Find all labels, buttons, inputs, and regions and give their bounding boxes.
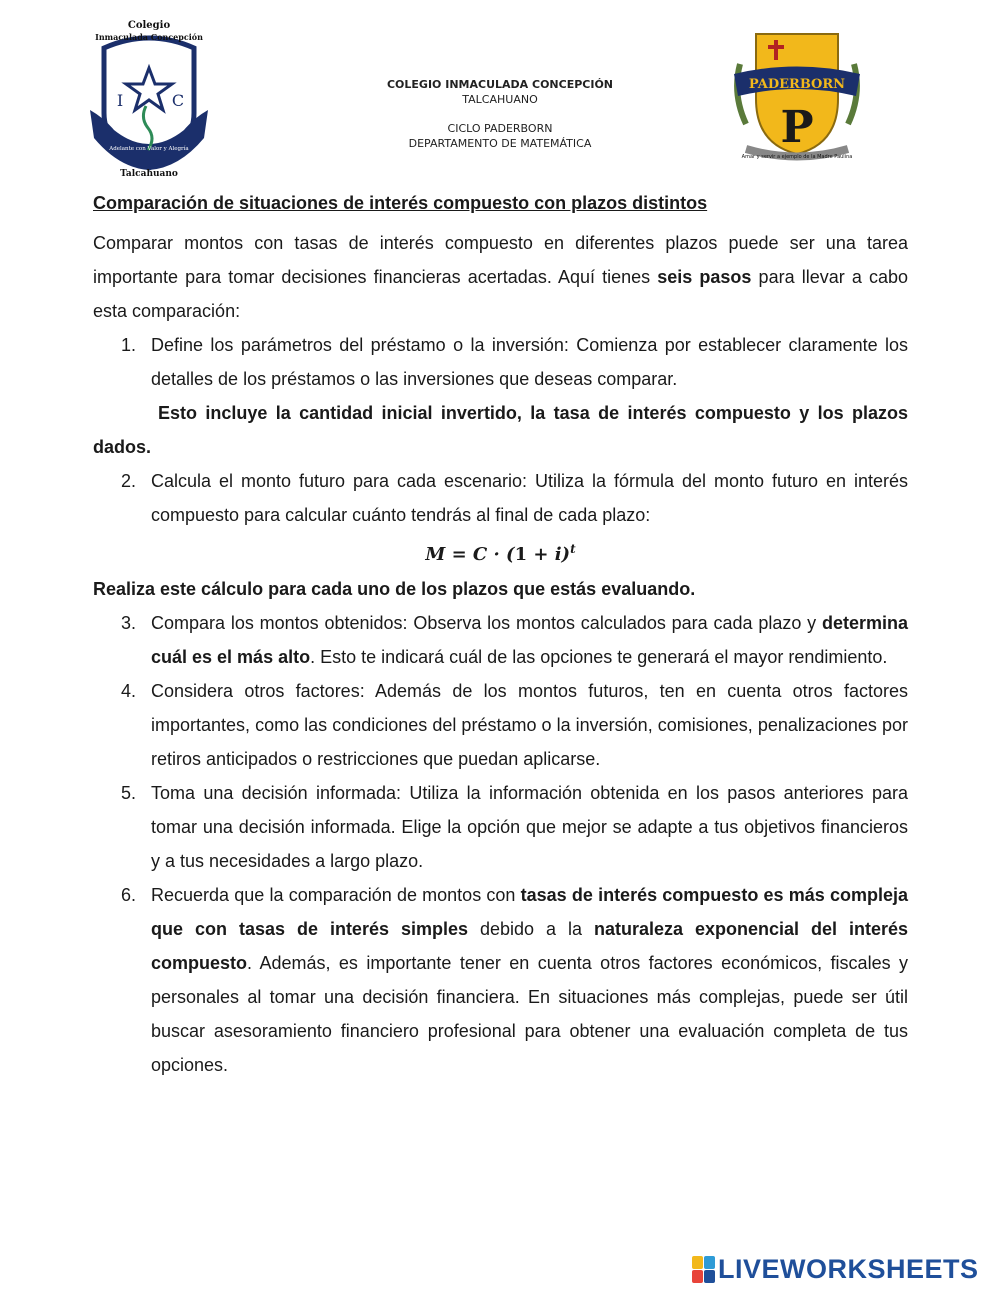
document-body (93, 188, 908, 1082)
formula-main: M = C · ( (425, 544, 515, 565)
cycle-name: CICLO PADERBORN (447, 122, 553, 135)
list-item-step-3 (93, 606, 908, 674)
intro-text-c: para llevar a cabo esta comparación: (93, 267, 908, 321)
crest-title-text: Colegio (127, 20, 171, 31)
step-text: Calcula el monto futuro para cada escenario: Utiliza la fórmula del monto futuro en interés compuesto para calcular cuánto tendrás al final de cada plazo: (151, 471, 908, 525)
list-item-step-5 (93, 776, 908, 878)
list-item-step-2 (93, 464, 908, 532)
formula-rest: + i) (527, 544, 571, 565)
step-1-note: Esto incluye la cantidad inicial invertido, la tasa de interés compuesto y los plazos dados. (93, 403, 908, 457)
list-item-step-4 (93, 674, 908, 776)
school-city: TALCAHUANO (462, 93, 538, 106)
list-item-step-6 (93, 878, 908, 1082)
school-crest-logo (84, 18, 214, 178)
compound-interest-formula (93, 532, 908, 572)
department-name: DEPARTAMENTO DE MATEMÁTICA (408, 137, 592, 150)
step-text-bold-1: tasas de interés compuesto es más compleja que con tasas de interés simples (151, 885, 908, 939)
crest-initial-i: I (116, 91, 124, 110)
paderborn-letter: P (780, 102, 814, 153)
step-number: 4. (121, 681, 137, 701)
liveworksheets-logo-icon (692, 1256, 714, 1282)
paderborn-crest-logo (726, 24, 868, 170)
formula-one: 1 (514, 544, 528, 565)
brand-name: LIVEWORKSHEETS (718, 1253, 979, 1284)
crest-motto-text: Adelante con Valor y Alegría (109, 146, 189, 152)
step-text: Define los parámetros del préstamo o la inversión: Comienza por establecer claramente los detalles de los préstamos o las inversiones que deseas comparar. (151, 335, 908, 389)
school-header (300, 77, 700, 151)
intro-text-a: Comparar montos con tasas de interés compuesto en diferentes plazos puede ser una tarea importante para tomar decisiones financieras acertadas. Aquí tienes (93, 233, 908, 287)
formula-exponent: t (570, 542, 576, 556)
intro-text-bold: seis pasos (657, 267, 752, 287)
step-2-note: Realiza este cálculo para cada uno de los plazos que estás evaluando. (93, 579, 696, 599)
step-text-e: . Además, es importante tener en cuenta otros factores económicos, fiscales y personales al tomar una decisión financiera. En situaciones más complejas, puede ser útil buscar asesoramiento financiero profesional para obtener una evaluación completa de tus opciones. (151, 953, 908, 1075)
step-text-c: . Esto te indicará cuál de las opciones te generará el mayor rendimiento. (310, 647, 888, 667)
step-number: 3. (121, 613, 137, 633)
step-number: 5. (121, 783, 137, 803)
crest-arc-text: Inmaculada Concepción (95, 32, 203, 42)
liveworksheets-brand[interactable] (692, 1252, 979, 1286)
step-number: 2. (121, 471, 137, 491)
step-text-a: Compara los montos obtenidos: Observa los montos calculados para cada plazo y (151, 613, 822, 633)
step-text-bold: determina cuál es el más alto (151, 613, 908, 667)
list-item-step-1 (93, 328, 908, 396)
step-number: 1. (121, 335, 137, 355)
crest-city-text: Talcahuano (120, 169, 178, 178)
step-text: Considera otros factores: Además de los montos futuros, ten en cuenta otros factores importantes, como las condiciones del préstamo o la inversión, comisiones, penalizaciones por retiros anticipados o restricciones que puedan aplicarse. (151, 681, 908, 769)
step-text-bold-2: naturaleza exponencial del interés compuesto (151, 919, 908, 973)
crest-initial-c: C (171, 91, 185, 110)
intro-paragraph (93, 226, 908, 328)
step-text: Toma una decisión informada: Utiliza la información obtenida en los pasos anteriores para tomar una decisión informada. Elige la opción que mejor se adapte a tus objetivos financieros y a tus necesidades a largo plazo. (151, 783, 908, 871)
page-title: Comparación de situaciones de interés compuesto con plazos distintos (93, 193, 708, 213)
step-text-a: Recuerda que la comparación de montos con (151, 885, 521, 905)
paderborn-name-text: PADERBORN (748, 77, 846, 92)
step-number: 6. (121, 885, 137, 905)
step-text-c: debido a la (467, 919, 594, 939)
school-name: COLEGIO INMACULADA CONCEPCIÓN (386, 78, 613, 91)
paderborn-motto-text: Amar y servir a ejemplo de la Madre Paulina (741, 154, 853, 160)
